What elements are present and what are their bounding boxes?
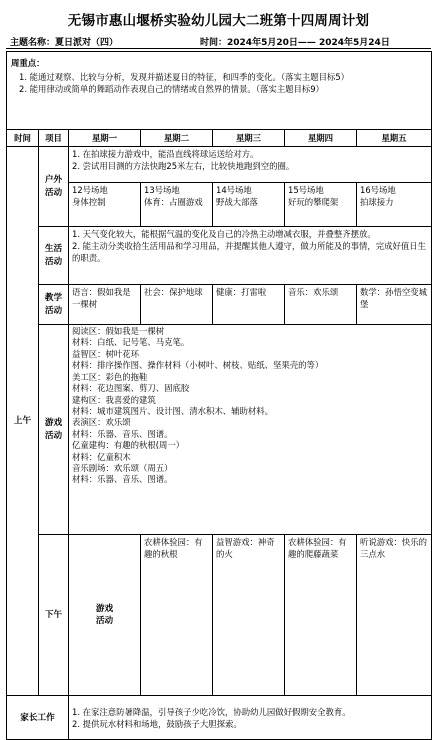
game-line-5: 美工区：彩色的拖鞋 (72, 371, 148, 382)
afternoon-game-label: 游戏 活动 (69, 535, 141, 696)
theme-line (10, 35, 118, 48)
game-label: 游戏 活动 (39, 325, 69, 535)
plan-table (6, 51, 432, 740)
page-title: 无锡市惠山堰桥实验幼儿园大二班第十四周周计划 (67, 13, 370, 29)
theme-value: 夏日派对（四） (55, 38, 119, 48)
focus-cell (7, 52, 432, 130)
teaching-tue: 社会：保护地球 (141, 285, 213, 325)
life-label: 生活 活动 (39, 227, 69, 285)
focus-row (7, 52, 432, 130)
game-row (7, 325, 432, 535)
life-goal-2: 2. 能主动分类收拾生活用品和学习用品，并提醒其他人遵守，做力所能及的事情，完成好值日生的职责。 (72, 241, 427, 264)
time-label: 时间： (200, 38, 228, 48)
focus-item-1: 1. 能通过观察、比较与分析，发现并描述夏日的特征，和四季的变化。（落实主题目标5） (19, 72, 350, 83)
afternoon-thu: 听说游戏：快乐的三点水 (357, 535, 432, 696)
time-line (200, 35, 390, 48)
parents-line-1: 1. 在家注意防暑降温，引导孩子少吃冷饮，协助幼儿园做好假期安全教育。 (72, 706, 351, 717)
outdoor-goals (69, 147, 432, 183)
outdoor-fri: 16号场地 拍球接力 (357, 183, 432, 227)
period-morning: 上午 (7, 147, 39, 696)
teaching-mon: 语言：假如我是一棵树 (69, 285, 141, 325)
outdoor-tue: 13号场地 体育：占圈游戏 (141, 183, 213, 227)
col-item: 项目 (39, 130, 69, 147)
game-line-13: 音乐剧场：欢乐颂（周五） (72, 463, 173, 474)
outdoor-mon: 12号场地 身体控制 (69, 183, 141, 227)
teaching-label: 教学 活动 (39, 285, 69, 325)
game-areas (69, 325, 432, 535)
outdoor-goal-row (7, 147, 432, 183)
parents-content (69, 696, 432, 740)
outdoor-thu: 15号场地 好玩的攀爬架 (285, 183, 357, 227)
outdoor-goal-1: 1. 在拍球接力游戏中，能沿直线将球运送给对方。 (72, 149, 259, 159)
life-goals (69, 227, 432, 285)
col-wed: 星期三 (213, 130, 285, 147)
game-line-14: 材料：乐器、音乐、图谱。 (72, 474, 173, 485)
life-row (7, 227, 432, 285)
focus-title: 周重点： (11, 58, 45, 68)
game-line-9: 表演区：欢乐颂 (72, 417, 131, 428)
period-afternoon: 下午 (39, 535, 69, 696)
teaching-fri: 数学：孙悟空变城堡 (357, 285, 432, 325)
theme-label: 主题名称： (10, 38, 56, 48)
game-line-12: 材料：亿童积木 (72, 451, 131, 462)
parents-line-2: 2. 提供玩水材料和场地，鼓励孩子大胆探索。 (72, 718, 242, 729)
teaching-wed: 健康：打雷啦 (213, 285, 285, 325)
header-rule (6, 48, 431, 49)
game-line-11: 亿童建构：有趣的秋根(周一） (72, 440, 185, 451)
parents-row (7, 696, 432, 740)
game-line-8: 材料：城市建筑图片、设计图、清水积木、辅助材料。 (72, 405, 273, 416)
afternoon-tue: 益智游戏：神奇的火 (213, 535, 285, 696)
outdoor-label: 户外 活动 (39, 147, 69, 227)
game-line-3: 益智区：树叶花环 (72, 348, 139, 359)
life-goal-1: 1. 天气变化较大，能根据气温的变化及自己的冷热主动增减衣服，并叠整齐摆放。 (72, 229, 376, 239)
teaching-row (7, 285, 432, 325)
game-line-2: 材料：白纸、记号笔、马克笔。 (72, 337, 190, 348)
afternoon-row (7, 535, 432, 696)
outdoor-wed: 14号场地 野战大部落 (213, 183, 285, 227)
game-line-7: 建构区：我喜爱的建筑 (72, 394, 156, 405)
afternoon-wed: 农耕体验园：有趣的爬藤蔬菜 (285, 535, 357, 696)
outdoor-goal-2: 2. 尝试用目测的方法快跑25米左右，比较快地跑到空的圈。 (72, 161, 295, 172)
col-mon: 星期一 (69, 130, 141, 147)
focus-item-2: 2. 能用律动或简单的舞蹈动作表现自己的情绪或自然界的情景。（落实主题目标9） (19, 84, 324, 95)
game-line-6: 材料：花边图案、剪刀、固底胶 (72, 383, 190, 394)
game-line-1: 阅读区：假如我是一棵树 (72, 326, 165, 336)
col-time: 时间 (7, 130, 39, 147)
afternoon-mon: 农耕体验园：有趣的秋根 (141, 535, 213, 696)
outdoor-days-row (7, 183, 432, 227)
col-tue: 星期二 (141, 130, 213, 147)
col-thu: 星期四 (285, 130, 357, 147)
game-line-10: 材料：乐器、音乐、图谱。 (72, 428, 173, 439)
teaching-thu: 音乐：欢乐颂 (285, 285, 357, 325)
column-header-row (7, 130, 432, 147)
game-line-4: 材料：排序操作图、操作材料（小树叶、树枝、贴纸、坚果壳的等） (72, 360, 324, 371)
parents-label: 家长工作 (7, 696, 69, 740)
time-value: 2024年5月20日—— 2024年5月24日 (227, 38, 390, 48)
col-fri: 星期五 (357, 130, 432, 147)
